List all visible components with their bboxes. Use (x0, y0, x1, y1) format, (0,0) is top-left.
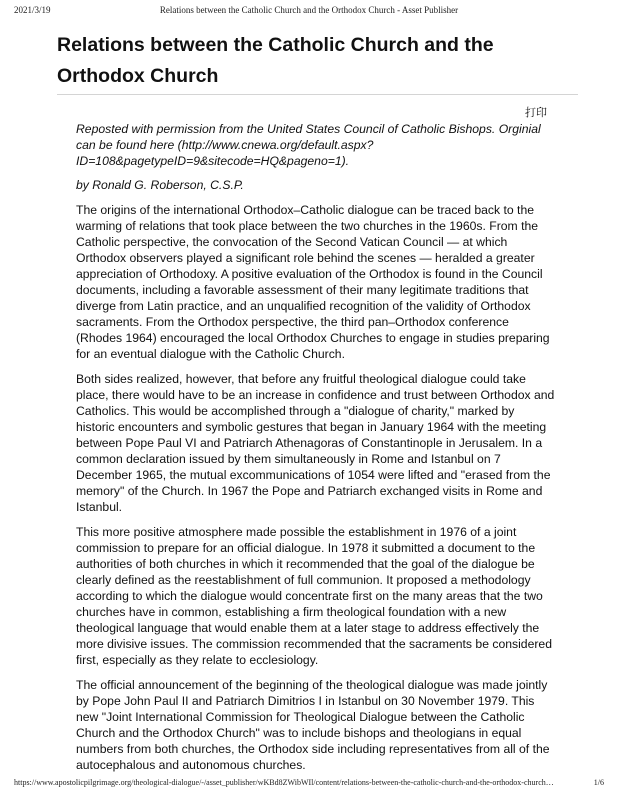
repost-note: Reposted with permission from the United States Council of Catholic Bishops. Orginial can be found here (http://www.cnewa.org/default.aspx?ID=108&pagetypeID=9&sitecode=HQ&pageno=1). (76, 122, 541, 168)
title-divider (57, 94, 578, 95)
print-url: https://www.apostolicpilgrimage.org/theological-dialogue/-/asset_publisher/wKBd8ZWibWIl/content/relations-between-the-catholic-church-and-the-orthodox-church… (14, 778, 554, 787)
print-date: 2021/3/19 (14, 5, 51, 15)
article-title: Relations between the Catholic Church and the Orthodox Church (57, 34, 494, 87)
paragraph-3: This more positive atmosphere made possible the establishment in 1976 of a joint commission to prepare for an official dialogue. In 1978 it submitted a document to the authorities of both churches in which it recommended that the goal of the dialogue be clearly defined as the reestablishment of full communion. It proposed a methodology according to which the dialogue would concentrate first on the many areas that the two churches have in common, establishing a firm theological foundation with a new theological language that would enable them at a later stage to address effectively the more divisive issues. The commission recommended that the sacraments be considered first, especially as they relate to ecclesiology. (76, 525, 552, 667)
print-header (0, 5, 618, 19)
paragraph-4: The official announcement of the beginning of the theological dialogue was made jointly by Pope John Paul II and Patriarch Dimitrios I in Istanbul on 30 November 1979. This new "Joint International Commission for Theological Dialogue between the Catholic Church and the Orthodox Church" was to include bishops and theologians in equal numbers from both churches, the Orthodox side including representatives from all of the autocephalous and autonomous churches. (76, 678, 550, 772)
paragraph-2: Both sides realized, however, that before any fruitful theological dialogue could take place, there would have to be an increase in confidence and trust between Orthodox and Catholics. This would be accomplished through a "dialogue of charity," marked by historic encounters and symbolic gestures that began in January 1964 with the meeting between Pope Paul VI and Patriarch Athenagoras of Constantinople in Jerusalem. In a common declaration issued by them simultaneously in Rome and Istanbul on 7 December 1965, the mutual excommunications of 1054 were lifted and "erased from the memory" of the Church. In 1967 the Pope and Patriarch exchanged visits in Rome and Istanbul. (76, 372, 555, 514)
print-link[interactable]: 打印 (525, 106, 547, 119)
byline: by Ronald G. Roberson, C.S.P. (76, 178, 244, 192)
print-footer (0, 778, 618, 792)
page-number: 1/6 (593, 778, 604, 787)
print-page-title: Relations between the Catholic Church and the Orthodox Church - Asset Publisher (159, 5, 459, 15)
paragraph-1: The origins of the international Orthodox–Catholic dialogue can be traced back to the warming of relations that took place between the two churches in the 1960s. From the Catholic perspective, the convocation of the Second Vatican Council — at which Orthodox observers played a significant role behind the scenes — heralded a greater appreciation of Orthodoxy. A positive evaluation of the Orthodox is found in the Council documents, including a favorable assessment of their many legitimate traditions that diverge from Latin practice, and an unqualified recognition of the validity of Orthodox sacraments. From the Orthodox perspective, the third pan–Orthodox conference (Rhodes 1964) encouraged the local Orthodox Churches to engage in studies preparing for an eventual dialogue with the Catholic Church. (76, 203, 550, 361)
article-body (76, 121, 556, 782)
